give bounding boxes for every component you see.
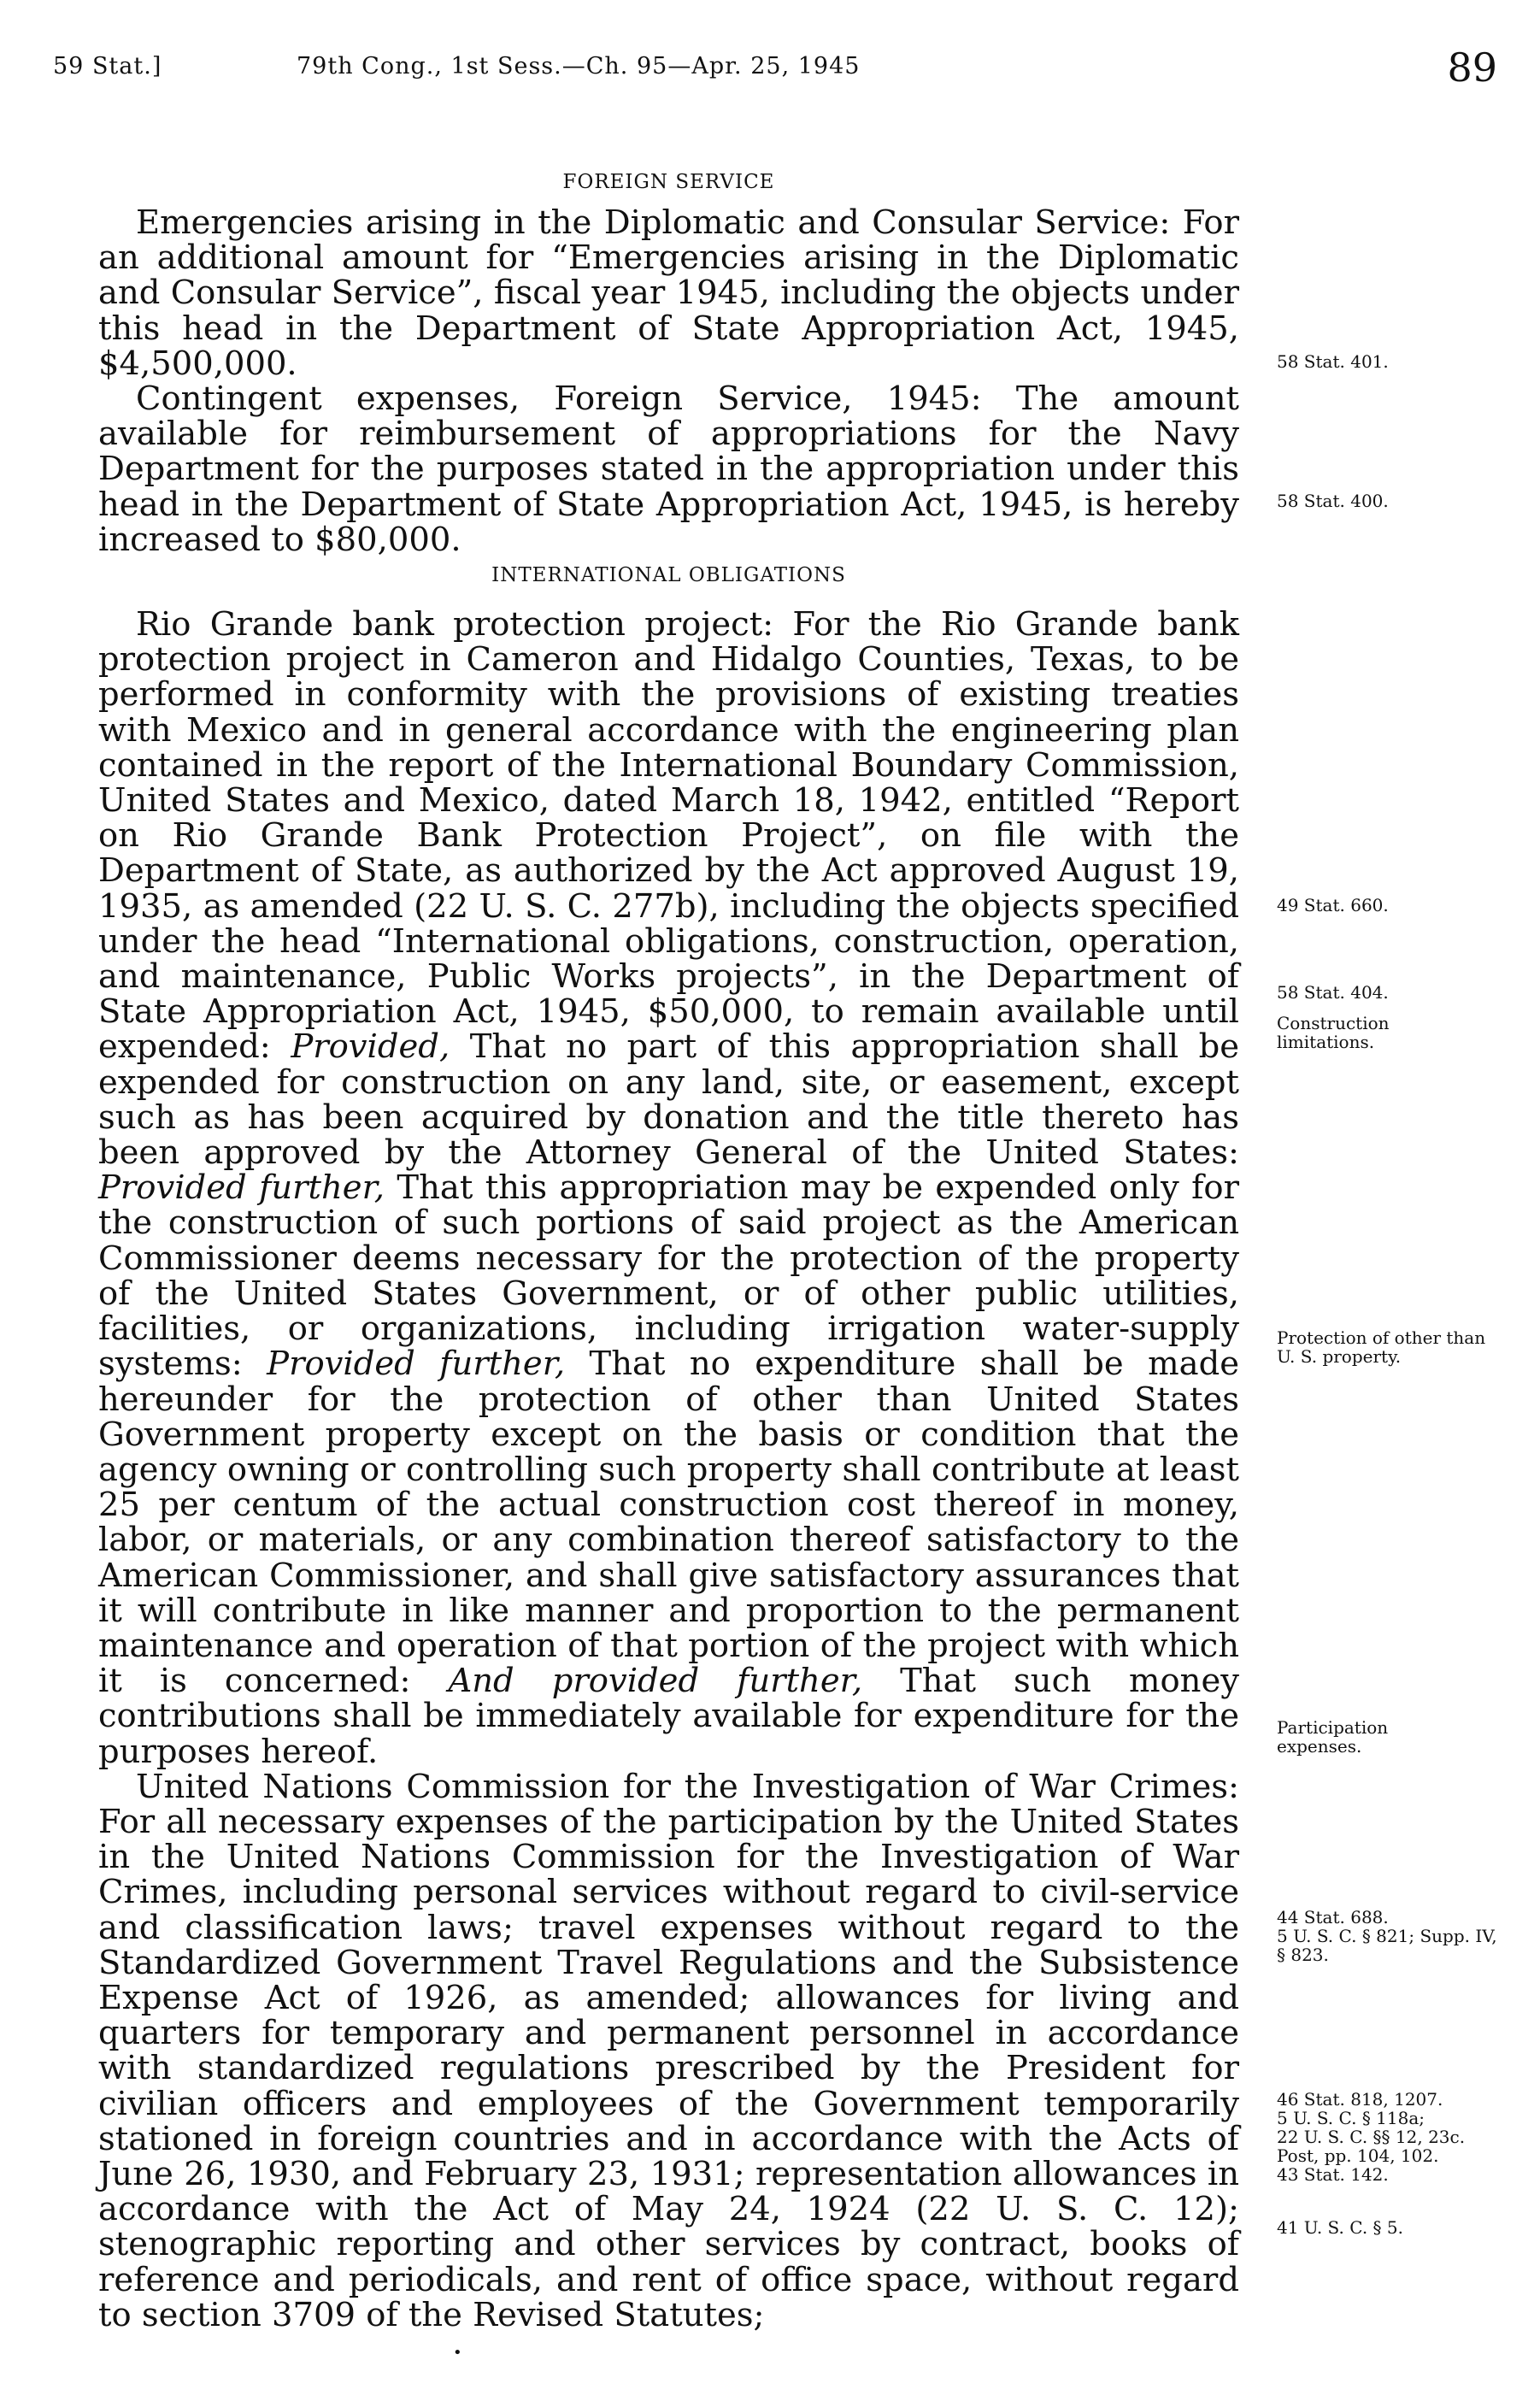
margin-note: 46 Stat. 818, 1207. 5 U. S. C. § 118a; 22 U. S. C. §§ 12, 23c. Post, pp. 104, 102. 43 Stat. 142. xyxy=(1277,2089,1466,2185)
paragraph-contingent-expenses: Contingent expenses, Foreign Service, 1945: The amount available for reimbursement of appropriations for the Navy Department for the purposes stated in the appropriation under this head in the Department of State Appropriation Act, 1945, is hereby increased to $80,000. xyxy=(98,380,1239,559)
margin-note: 44 Stat. 688. 5 U. S. C. § 821; Supp. IV, § 823. xyxy=(1277,1907,1497,1965)
margin-note: Construction limitations. xyxy=(1277,1013,1390,1052)
paragraph-rio-grande xyxy=(98,607,1239,1769)
statute-volume: 59 Stat.] xyxy=(53,53,162,79)
rio-grande-text-3: That this appropriation may be expended only for the construction of such portions of said project as the American Commissioner deems necessary for the protection of the property of the United States Government, or of other public utilities, facilities, or organizations, including irrigation water-supply systems: xyxy=(98,1168,1239,1384)
margin-note: 58 Stat. 400. xyxy=(1277,491,1389,511)
main-text xyxy=(98,169,1239,2333)
margin-note: Protection of other than U. S. property. xyxy=(1277,1327,1486,1367)
section-heading-international-obligations: INTERNATIONAL OBLIGATIONS xyxy=(491,564,846,587)
margin-note: 41 U. S. C. § 5. xyxy=(1277,2217,1403,2238)
proviso-2: Provided further, xyxy=(98,1168,385,1208)
rio-grande-text-4: That no expenditure shall be made hereunder for the protection of other than United States Government property except on the basis or condition that the agency owning or controlling such property shall contribute at least 25 per centum of the actual construction cost thereof in money, labor, or materials, or any combination thereof satisfactory to the American Commissioner, and shall give satisfactory assurances that it will contribute in like manner and proportion to the permanent maintenance and operation of that portion of the project with which it is concerned: xyxy=(98,1345,1240,1701)
session-chapter-date: 79th Cong., 1st Sess.—Ch. 95—Apr. 25, 1945 xyxy=(297,53,861,79)
rio-grande-text-2: That no part of this appropriation shall be expended for construction on any land, site, or easement, except such as has been acquired by donation and the title thereto has been approved by the Attorney General of the United States: xyxy=(98,1027,1240,1173)
paragraph-emergencies: Emergencies arising in the Diplomatic and Consular Service: For an additional amount for “Emergencies arising in the Diplomatic and Consular Service”, fiscal year 1945, including the objects under this head in the Department of State Appropriation Act, 1945, $4,500,000. xyxy=(98,203,1239,383)
paragraph-war-crimes-commission: United Nations Commission for the Investigation of War Crimes: For all necessary expenses of the participation by the United States in the United Nations Commission for the Investigation of War Crimes, including personal services without regard to civil-service and classification laws; travel expenses without regard to the Standardized Government Travel Regulations and the Subsistence Expense Act of 1926, as amended; allowances for living and quarters for temporary and permanent personnel in accordance with standardized regulations prescribed by the President for civilian officers and employees of the Government temporarily stationed in foreign countries and in accordance with the Acts of June 26, 1930, and February 23, 1931; representation allowances in accordance with the Act of May 24, 1924 (22 U. S. C. 12); stenographic reporting and other services by contract, books of reference and periodicals, and rent of office space, without regard to section 3709 of the Revised Statutes; xyxy=(98,1767,1239,2334)
margin-note: 49 Stat. 660. xyxy=(1277,895,1389,915)
margin-note: Participation expenses. xyxy=(1277,1717,1389,1757)
margin-note: 58 Stat. 401. xyxy=(1277,351,1389,372)
proviso-1: Provided, xyxy=(291,1027,450,1067)
rio-grande-text-1: Rio Grande bank protection project: For the Rio Grande bank protection project in Cameron and Hidalgo Counties, Texas, to be performed in conformity with the provisions of existing treaties with Mexico and in general accordance with the engineering plan contained in the report of the International Boundary Commission, United States and Mexico, dated March 18, 1942, entitled “Report on Rio Grande Bank Protection Project”, on file with the Department of State, as authorized by the Act approved August 19, 1935, as amended (22 U. S. C. 277b), including the objects specified under the head “International obligations, construction, operation, and maintenance, Public Works projects”, in the Department of State Appropriation Act, 1945, $50,000, to remain available until expended: xyxy=(98,605,1239,1067)
running-header xyxy=(53,44,1497,104)
footer-mark: • xyxy=(453,2344,462,2362)
margin-note: 58 Stat. 404. xyxy=(1277,982,1389,1003)
proviso-3: Provided further, xyxy=(267,1345,566,1384)
page-number: 89 xyxy=(1447,44,1497,91)
section-heading-foreign-service: FOREIGN SERVICE xyxy=(562,171,775,193)
proviso-4: And provided further, xyxy=(448,1662,863,1701)
rio-grande-text-5: That such money contributions shall be immediately available for expenditure for the purposes hereof. xyxy=(98,1662,1240,1771)
